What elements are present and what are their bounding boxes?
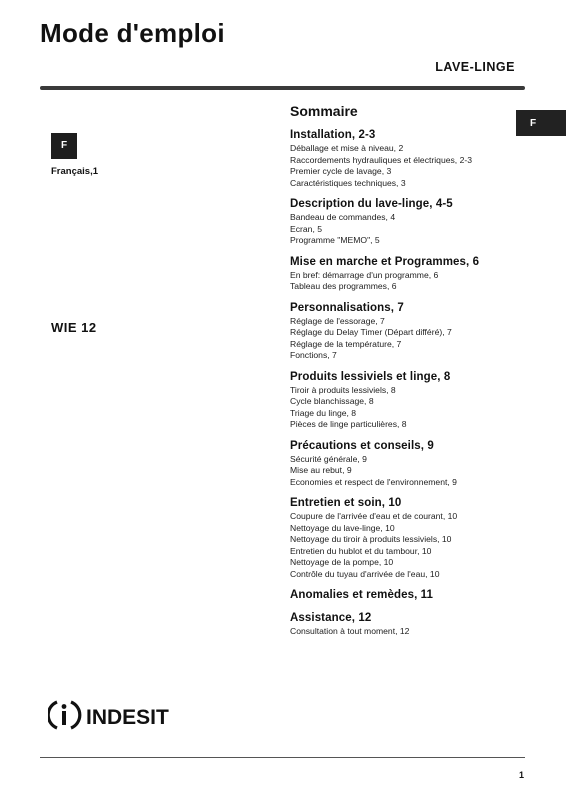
toc-section-heading: Assistance, 12 [290,612,372,624]
page-number: 1 [519,770,525,780]
indesit-logo-icon [48,697,188,733]
toc-entry: Cycle blanchissage, 8 [290,396,374,406]
product-type-label: LAVE-LINGE [435,60,515,74]
language-edge-tab: F [516,110,566,136]
toc-entry: Sécurité générale, 9 [290,453,367,464]
toc-title: Sommaire [290,103,358,119]
toc-entry: Programme "MEMO", 5 [290,235,380,245]
toc-section-heading: Produits lessiviels et linge, 8 [290,370,451,383]
toc-entry: Mise au rebut, 9 [290,465,352,475]
toc-section [290,197,520,247]
toc-section-heading: Description du lave-linge, 4-5 [290,198,453,210]
toc-entry: Réglage de la température, 7 [290,338,402,349]
toc-section-list [290,128,520,638]
toc-section-heading: Anomalies et remèdes, 11 [290,589,434,601]
toc-section [290,611,520,638]
toc-entry: Nettoyage du tiroir à produits lessiviels, 10 [290,534,452,544]
toc-section [290,496,520,580]
brand-name: INDESIT [86,706,169,729]
toc-entry: Réglage de l'essorage, 7 [290,315,385,326]
toc-entry: Caractéristiques techniques, 3 [290,177,406,188]
toc-section-heading: Précautions et conseils, 9 [290,439,434,452]
document-title: Mode d'emploi [40,18,225,48]
toc-entry: Triage du linge, 8 [290,407,357,418]
toc-section [290,439,520,489]
toc-entry: Déballage et mise à niveau, 2 [290,143,404,153]
toc-entry: Bandeau de commandes, 4 [290,212,396,222]
toc-section-heading: Personnalisations, 7 [290,301,404,314]
toc-section [290,301,520,362]
toc-section [290,370,520,431]
toc-entry: Economies et respect de l'environnement, 9 [290,476,457,487]
toc-entry: Coupure de l'arrivée d'eau et de courant, 10 [290,511,458,521]
toc-entry: Consultation à tout moment, 12 [290,626,410,636]
toc-entry: Ecran, 5 [290,223,323,234]
toc-entry: Tiroir à produits lessiviels, 8 [290,384,396,395]
brand-logo [48,697,188,738]
toc-entry: Réglage du Delay Timer (Départ différé), 7 [290,327,452,337]
toc-entry: En bref: démarrage d'un programme, 6 [290,269,439,280]
toc-section-heading: Mise en marche et Programmes, 6 [290,255,480,268]
toc-entry: Premier cycle de lavage, 3 [290,166,392,176]
toc-entry: Nettoyage de la pompe, 10 [290,557,394,567]
toc-entry: Contrôle du tuyau d'arrivée de l'eau, 10 [290,568,440,579]
header-divider [40,86,525,90]
language-label: Français,1 [51,166,98,177]
toc-entry: Raccordements hydrauliques et électriques, 2-3 [290,154,472,165]
model-name: WIE 12 [51,320,97,335]
toc-section [290,588,520,603]
language-badge: F [51,133,77,159]
footer-divider [40,757,525,758]
toc-entry: Fonctions, 7 [290,350,337,360]
toc-section [290,255,520,293]
toc-section-heading: Entretien et soin, 10 [290,497,402,509]
toc-entry: Nettoyage du lave-linge, 10 [290,522,395,533]
toc-section [290,128,520,189]
toc-entry: Tableau des programmes, 6 [290,281,397,291]
toc-entry: Entretien du hublot et du tambour, 10 [290,545,432,556]
toc-entry: Pièces de linge particulières, 8 [290,419,407,429]
toc-section-heading: Installation, 2-3 [290,129,376,141]
table-of-contents [290,103,520,646]
